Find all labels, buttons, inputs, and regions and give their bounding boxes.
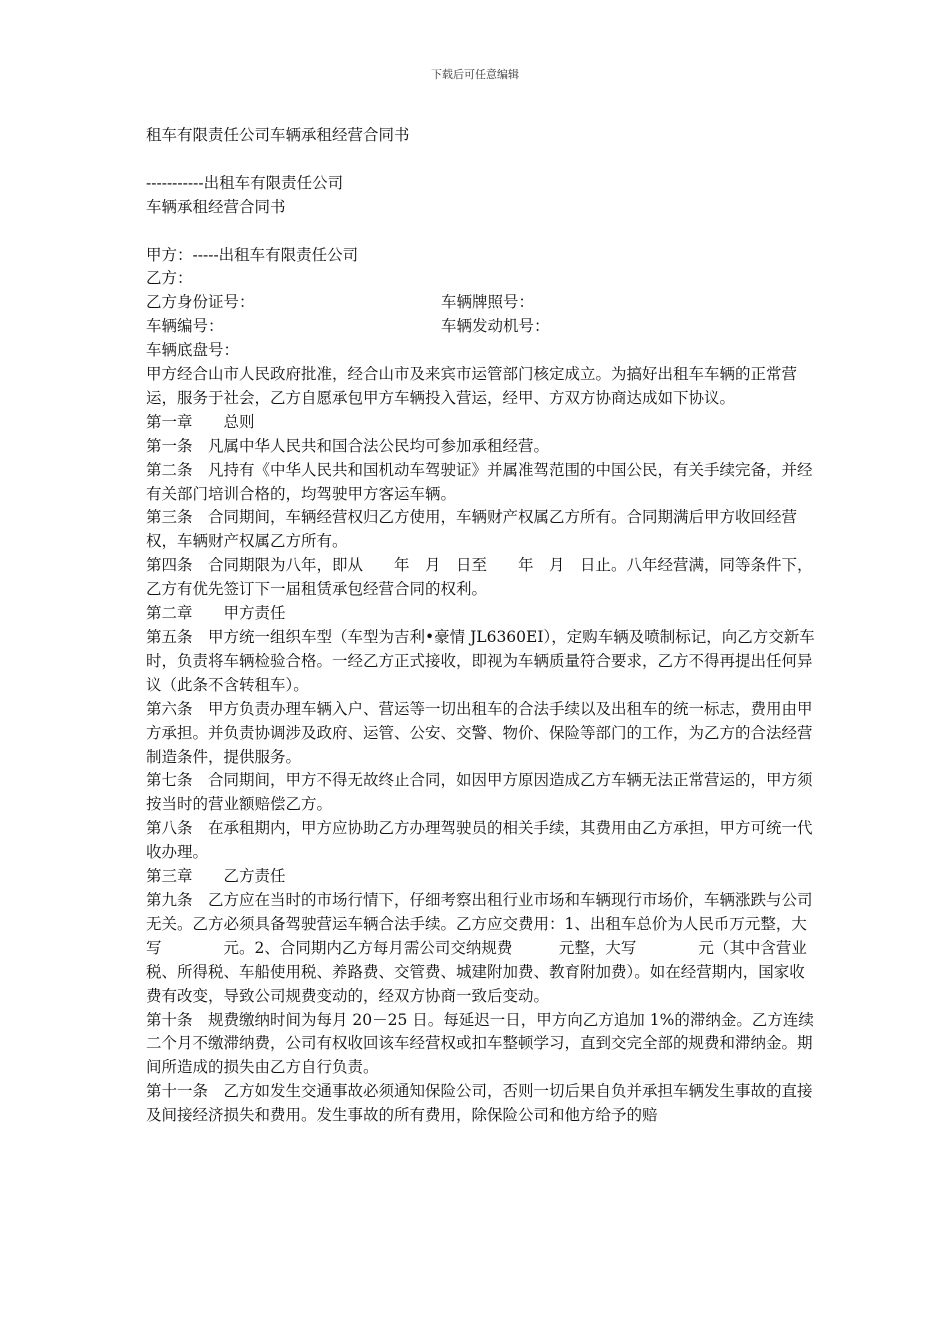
party-a: 甲方：-----出租车有限责任公司 xyxy=(146,245,359,264)
vehicle-number-label: 车辆编号： xyxy=(146,317,224,336)
chapter-3-heading: 第三章 乙方责任 xyxy=(146,867,286,886)
page-header: 下载后可任意编辑 xyxy=(431,68,519,81)
id-number-label: 乙方身份证号： xyxy=(146,293,255,312)
article-9: 第九条 乙方应在当时的市场行情下，仔细考察出租行业市场和车辆现行市场价，车辆涨跌与公司无关。乙方必须具备驾驶营运车辆合法手续。乙方应交费用：1、出租车总价为人民币万元整，大写 元。2、合同期内乙方每月需公司交纳规费 元整，大写 元（其中含营业税、所得税、车船使用税、养路费、交管费、城建附加费、教育附加费）。如在经营期内，国家收费有改变，导致公司规费变动的，经双方协商一致后变动。 xyxy=(146,890,813,1005)
subtitle-company: -----------出租车有限责任公司 xyxy=(146,173,344,192)
id-plate-row xyxy=(146,291,818,315)
vehicle-engine-row xyxy=(146,315,818,339)
document-body xyxy=(146,124,818,1128)
chapter-1-heading: 第一章 总则 xyxy=(146,412,255,431)
article-3: 第三条 合同期间，车辆经营权归乙方使用，车辆财产权属乙方所有。合同期满后甲方收回经营权，车辆财产权属乙方所有。 xyxy=(146,508,798,551)
article-5: 第五条 甲方统一组织车型（车型为吉利•豪情 JL6360EI），定购车辆及喷制标记，向乙方交新车时，负责将车辆检验合格。一经乙方正式接收，即视为车辆质量符合要求，乙方不得再提出任何异议（此条不含转租车）。 xyxy=(146,628,815,694)
article-8: 第八条 在承租期内，甲方应协助乙方办理驾驶员的相关手续，其费用由乙方承担，甲方可统一代收办理。 xyxy=(146,819,813,862)
chassis-number-label: 车辆底盘号： xyxy=(146,341,240,360)
article-1: 第一条 凡属中华人民共和国合法公民均可参加承租经营。 xyxy=(146,436,550,455)
document-title: 租车有限责任公司车辆承租经营合同书 xyxy=(146,126,410,144)
engine-number-label: 车辆发动机号： xyxy=(441,317,550,336)
article-4: 第四条 合同期限为八年，即从 年 月 日至 年 月 日止。八年经营满，同等条件下，乙方有优先签订下一届租赁承包经营合同的权利。 xyxy=(146,556,813,599)
intro-paragraph: 甲方经合山市人民政府批准，经合山市及来宾市运管部门核定成立。为搞好出租车车辆的正常营运，服务于社会，乙方自愿承包甲方车辆投入营运，经甲、方双方协商达成如下协议。 xyxy=(146,365,798,407)
subtitle-contract: 车辆承租经营合同书 xyxy=(146,197,286,216)
article-10: 第十条 规费缴纳时间为每月 20－25 日。每延迟一日，甲方向乙方追加 1%的滞纳金。乙方连续二个月不缴滞纳费，公司有权收回该车经营权或扣车整顿学习，直到交完全部的规费和滞纳金。期间所造成的损失由乙方自行负责。 xyxy=(146,1010,814,1077)
party-b: 乙方： xyxy=(146,269,193,288)
article-6: 第六条 甲方负责办理车辆入户、营运等一切出租车的合法手续以及出租车的统一标志，费用由甲方承担。并负责协调涉及政府、运管、公安、交警、物价、保险等部门的工作，为乙方的合法经营制造条件，提供服务。 xyxy=(146,699,813,766)
article-7: 第七条 合同期间，甲方不得无故终止合同，如因甲方原因造成乙方车辆无法正常营运的，甲方须按当时的营业额赔偿乙方。 xyxy=(146,771,813,814)
article-11: 第十一条 乙方如发生交通事故必须通知保险公司，否则一切后果自负并承担车辆发生事故的直接及间接经济损失和费用。发生事故的所有费用，除保险公司和他方给予的赔 xyxy=(146,1082,813,1125)
plate-number-label: 车辆牌照号： xyxy=(441,293,535,312)
chapter-2-heading: 第二章 甲方责任 xyxy=(146,604,286,623)
article-2: 第二条 凡持有《中华人民共和国机动车驾驶证》并属准驾范围的中国公民，有关手续完备，并经有关部门培训合格的，均驾驶甲方客运车辆。 xyxy=(146,460,813,503)
